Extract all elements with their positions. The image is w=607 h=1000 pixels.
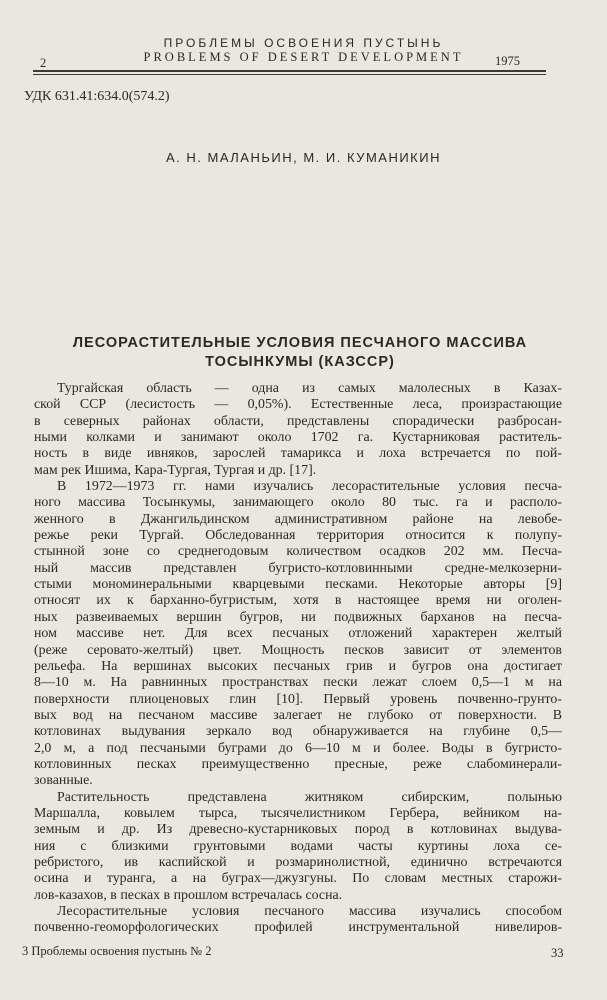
body-line: женного в Джангильдинском административном районе на левобе- [34,511,562,527]
journal-title-ru: ПРОБЛЕМЫ ОСВОЕНИЯ ПУСТЫНЬ [163,36,444,50]
body-line: В 1972—1973 гг. нами изучались лесорастительные условия песча- [57,479,562,495]
body-line: 2,0 м, а под песчаными буграми до 6—10 м и более. Воды в бугристо- [34,740,562,756]
body-line: ного массива Тосынкумы, занимающего около 80 тыс. га и располо- [34,495,562,511]
body-line: вых вод на песчаном массиве залегает не глубоко от поверхности. В [34,707,562,723]
body-line: ность в виде ивняков, зарослей тамарикса и лоха встречается по пой- [34,446,562,462]
issue-year: 1975 [495,54,520,68]
body-line: котловинных песках преимущественно пресные, реже слабоминерали- [34,756,562,772]
body-line: режье реки Тургай. Обследованная территория относится к полупу- [34,528,562,544]
body-line: ской ССР (лесистость — 0,05%). Естественные леса, произрастающие [34,397,562,413]
body-line: поверхности плиоценовых глин [10]. Первый уровень почвенно-грунто- [34,691,562,707]
body-line: рельефа. На вершинах высоких песчаных грив и бугров она достигает [34,658,562,674]
header-rule-thick [33,70,546,72]
body-line: ния с близкими грунтовыми водами часты куртины лоха се- [34,838,562,854]
body-line: Маршалла, ковылем тырса, тысячелистником Гербера, вейником на- [34,805,562,821]
body-line: Лесорастительные условия песчаного массива изучались способом [57,904,562,919]
footer-signature: 3 Проблемы освоения пустынь № 2 [22,944,212,958]
body-line: осина и туранга, а на буграх—джузгуны. По словам местных старожи- [34,871,562,887]
body-line: ных развеиваемых вершин бугров, ни подвижных барханов на песча- [34,609,562,625]
body-line: земным и др. Из древесно-кустарниковых пород в котловинах выдува- [34,822,562,838]
body-line: зованные. [34,773,93,789]
body-line: в северных районах области, представлены спорадически разбросан- [34,413,562,429]
body-line: Тургайская область — одна из самых малолесных в Казах- [57,381,562,396]
article-title-line-2: ТОСЫНКУМЫ (КАЗССР) [205,354,395,370]
body-line: ном массиве нет. Для всех песчаных отложений характерен желтый [34,626,562,642]
page-number: 33 [551,946,564,960]
body-line: относят их к барханно-бугристым, хотя в настоящее время ни оголен- [34,593,562,609]
body-line: ный массив представлен бугристо-котловинными средне-мелкозерни- [34,560,562,576]
body-line: лов-казахов, в песках в прошлом встречалась сосна. [34,887,343,903]
body-line: (реже серовато-желтый) цвет. Мощность песков зависит от элементов [34,642,562,658]
article-body [34,381,562,937]
body-line: ребристого, ив каспийской и розмаринолистной, единично встречаются [34,854,562,870]
udc-code: УДК 631.41:634.0(574.2) [24,89,170,104]
body-line: мам рек Ишима, Кара-Тургая, Тургая и др. [17]. [34,462,317,478]
article-title-line-1: ЛЕСОРАСТИТЕЛЬНЫЕ УСЛОВИЯ ПЕСЧАНОГО МАССИВА [72,335,528,351]
body-line: почвенно-геоморфологических профилей инструментальной нивелиров- [34,920,562,936]
body-line: стынной зоне со среднегодовым количеством осадков 202 мм. Песча- [34,544,562,560]
body-line: Растительность представлена житняком сибирским, полынью [57,789,562,805]
body-line: ными колками и занимают около 1702 га. Кустарниковая раститель- [34,430,562,446]
body-line: стыми мономинеральными кварцевыми песками. Некоторые авторы [9] [34,577,562,593]
article-authors: А. Н. МАЛАНЬИН, М. И. КУМАНИКИН [165,150,441,165]
issue-number: 2 [40,56,47,70]
body-line: котловинах выдувания зеркало вод обнаруживается на глубине 0,5— [34,724,562,740]
journal-title-en: PROBLEMS OF DESERT DEVELOPMENT [143,50,464,64]
header-rule-thin [33,74,546,75]
body-line: 8—10 м. На равнинных пространствах пески лежат слоем 0,5—1 м на [34,675,562,691]
